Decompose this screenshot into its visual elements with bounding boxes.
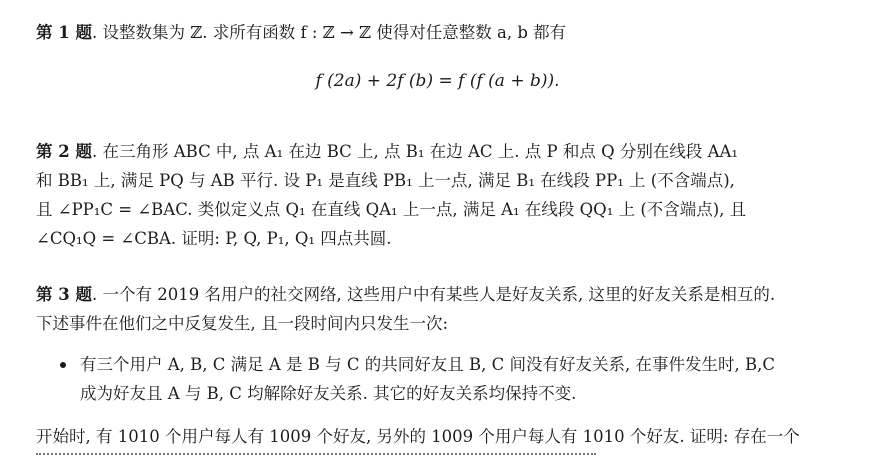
- problem-3-line-2: 下述事件在他们之中反复发生, 且一段时间内只发生一次:: [36, 314, 449, 333]
- bullet-line-1: 有三个用户 A, B, C 满足 A 是 B 与 C 的共同好友且 B, C 间没有好友关系, 在事件发生时, B,C: [80, 355, 775, 374]
- bullet-marker: [60, 362, 66, 368]
- bullet-line-2: 成为好友且 A 与 B, C 均解除好友关系. 其它的好友关系均保持不变.: [80, 384, 577, 403]
- problem-3-after-text: 开始时, 有 1010 个用户每人有 1009 个好友, 另外的 1009 个用户每人有 1010 个好友. 证明: 存在一个: [36, 427, 800, 446]
- problem-1-equation: f (2a) + 2f (b) = f (f (a + b)).: [315, 71, 560, 91]
- problem-1-text: . 设整数集为 ℤ. 求所有函数 f : ℤ → ℤ 使得对任意整数 a, b 都有: [91, 23, 567, 42]
- problem-3-label: 第 3 题: [36, 285, 92, 304]
- problem-1-statement: [36, 22, 566, 44]
- problem-2-line-3: 且 ∠PP₁C = ∠BAC. 类似定义点 Q₁ 在直线 QA₁ 上一点, 满足 A₁ 在线段 QQ₁ 上 (不含端点), 且: [36, 200, 747, 219]
- problem-2-line-1: [36, 141, 738, 163]
- problem-2-line-4: ∠CQ₁Q = ∠CBA. 证明: P, Q, P₁, Q₁ 四点共圆.: [36, 229, 392, 248]
- problem-2-label: 第 2 题: [36, 142, 92, 161]
- problem-1-label: 第 1 题: [36, 23, 92, 42]
- problem-3-line-1: [36, 284, 775, 306]
- problem-3-text-1: . 一个有 2019 名用户的社交网络, 这些用户中有某些人是好友关系, 这里的好友关系是相互的.: [91, 285, 776, 304]
- problem-2-text-1: . 在三角形 ABC 中, 点 A₁ 在边 BC 上, 点 B₁ 在边 AC 上. 点 P 和点 Q 分别在线段 AA₁: [91, 142, 739, 161]
- problem-2-line-2: 和 BB₁ 上, 满足 PQ 与 AB 平行. 设 P₁ 是直线 PB₁ 上一点, 满足 B₁ 在线段 PP₁ 上 (不含端点),: [36, 171, 735, 190]
- cut-off-next-line: [36, 448, 596, 457]
